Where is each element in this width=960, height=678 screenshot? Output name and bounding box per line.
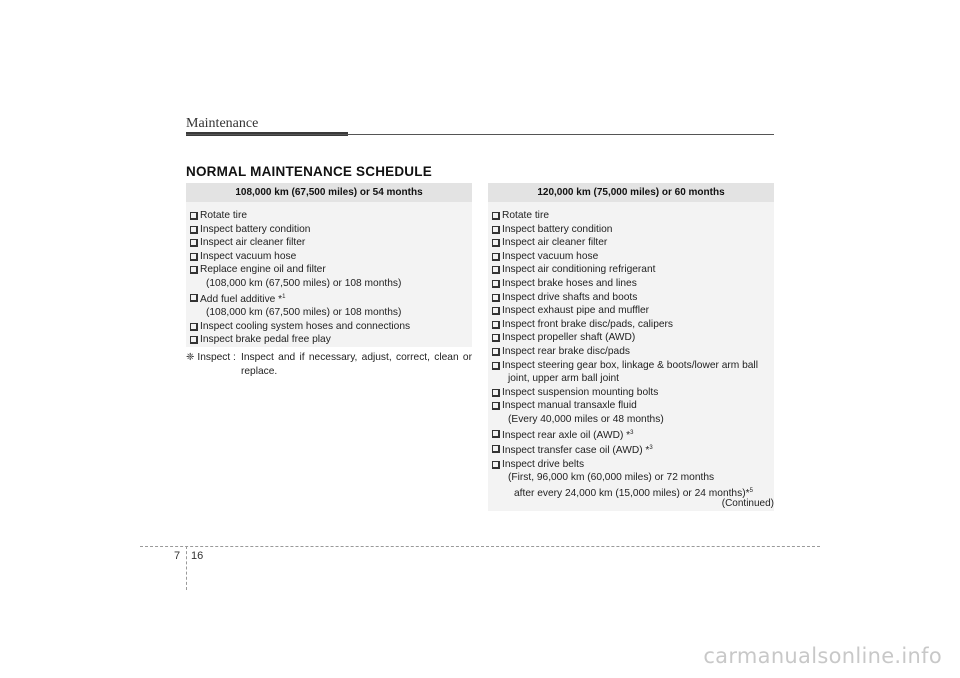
header-title: Maintenance xyxy=(186,116,259,131)
checkbox-icon xyxy=(492,280,500,288)
list-item: Inspect drive belts xyxy=(492,458,774,472)
inspect-note xyxy=(186,351,472,378)
list-item-detail: (108,000 km (67,500 miles) or 108 months) xyxy=(206,277,402,289)
list-item: Inspect brake pedal free play xyxy=(190,333,472,347)
list-item: Inspect air cleaner filter xyxy=(492,236,774,250)
list-item-detail: (First, 96,000 km (60,000 miles) or 72 months xyxy=(508,472,715,484)
header-rule xyxy=(186,134,774,135)
continued-label: (Continued) xyxy=(721,498,774,509)
list-item: Inspect rear axle oil (AWD) *$^3$ xyxy=(492,427,774,443)
checkbox-icon xyxy=(492,239,500,247)
page-number: 16 xyxy=(191,550,204,562)
list-item: Inspect air cleaner filter xyxy=(190,236,472,250)
checkbox-icon xyxy=(190,323,198,331)
checkbox-icon xyxy=(492,402,500,410)
checkbox-icon xyxy=(492,321,500,329)
section-title: NORMAL MAINTENANCE SCHEDULE xyxy=(186,164,432,179)
list-item-detail: joint, upper arm ball joint xyxy=(508,373,619,385)
checkbox-icon xyxy=(492,266,500,274)
footer-vertical-divider xyxy=(186,546,187,590)
list-item: Inspect front brake disc/pads, calipers xyxy=(492,318,774,332)
checkbox-icon xyxy=(190,226,198,234)
checkbox-icon xyxy=(190,239,198,247)
checkbox-icon xyxy=(492,226,500,234)
footnote-ref: 3 xyxy=(630,429,634,436)
checkbox-icon xyxy=(190,212,198,220)
footnote-ref: 5 xyxy=(749,487,753,494)
footnote-ref: 3 xyxy=(649,445,653,452)
checkbox-icon xyxy=(492,212,500,220)
list-item: Inspect air conditioning refrigerant xyxy=(492,263,774,277)
list-item: Inspect cooling system hoses and connections xyxy=(190,320,472,334)
chapter-number: 7 xyxy=(174,550,181,562)
schedule-heading: 120,000 km (75,000 miles) or 60 months xyxy=(488,183,774,202)
list-item: Inspect drive shafts and boots xyxy=(492,291,774,305)
checkbox-icon xyxy=(492,430,500,438)
checkbox-icon xyxy=(492,253,500,261)
list-item: Replace engine oil and filter xyxy=(190,263,472,277)
checkbox-icon xyxy=(492,334,500,342)
list-item: Inspect manual transaxle fluid xyxy=(492,399,774,413)
list-item: Inspect exhaust pipe and muffler xyxy=(492,304,774,318)
list-item: Inspect rear brake disc/pads xyxy=(492,345,774,359)
checkbox-icon xyxy=(492,362,500,370)
checkbox-icon xyxy=(190,253,198,261)
list-item: Inspect battery condition xyxy=(190,223,472,237)
list-item: Inspect brake hoses and lines xyxy=(492,277,774,291)
footer-divider xyxy=(140,546,820,547)
list-item: Inspect vacuum hose xyxy=(492,250,774,264)
list-item: Rotate tire xyxy=(190,209,472,223)
note-label: ❈ Inspect : xyxy=(186,352,236,363)
schedule-heading: 108,000 km (67,500 miles) or 54 months xyxy=(186,183,472,202)
list-item: Inspect transfer case oil (AWD) *$^3$ xyxy=(492,442,774,458)
footnote-ref: 1 xyxy=(282,293,286,300)
list-item: Inspect vacuum hose xyxy=(190,250,472,264)
checkbox-icon xyxy=(492,294,500,302)
checkbox-icon xyxy=(190,294,198,302)
list-item-detail: after every 24,000 km (15,000 miles) or 24 months)*$^5$ xyxy=(514,487,753,499)
watermark: carmanualsonline.info xyxy=(703,644,942,668)
schedule-box-120000 xyxy=(488,183,774,511)
checkbox-icon xyxy=(190,266,198,274)
list-item: Inspect suspension mounting bolts xyxy=(492,386,774,400)
list-item: Inspect steering gear box, linkage & boots/lower arm ball xyxy=(492,359,774,373)
list-item-detail: (108,000 km (67,500 miles) or 108 months) xyxy=(206,307,402,319)
note-text: Inspect and if necessary, adjust, correct, clean or replace. xyxy=(241,352,472,377)
list-item-detail: (Every 40,000 miles or 48 months) xyxy=(508,413,664,425)
list-item: Add fuel additive *$^1$ xyxy=(190,291,472,307)
list-item: Inspect propeller shaft (AWD) xyxy=(492,331,774,345)
checkbox-icon xyxy=(492,348,500,356)
list-item: Rotate tire xyxy=(492,209,774,223)
checkbox-icon xyxy=(492,461,500,469)
schedule-box-108000 xyxy=(186,183,472,347)
checkbox-icon xyxy=(492,307,500,315)
checkbox-icon xyxy=(492,389,500,397)
checkbox-icon xyxy=(190,336,198,344)
checkbox-icon xyxy=(492,445,500,453)
list-item: Inspect battery condition xyxy=(492,223,774,237)
